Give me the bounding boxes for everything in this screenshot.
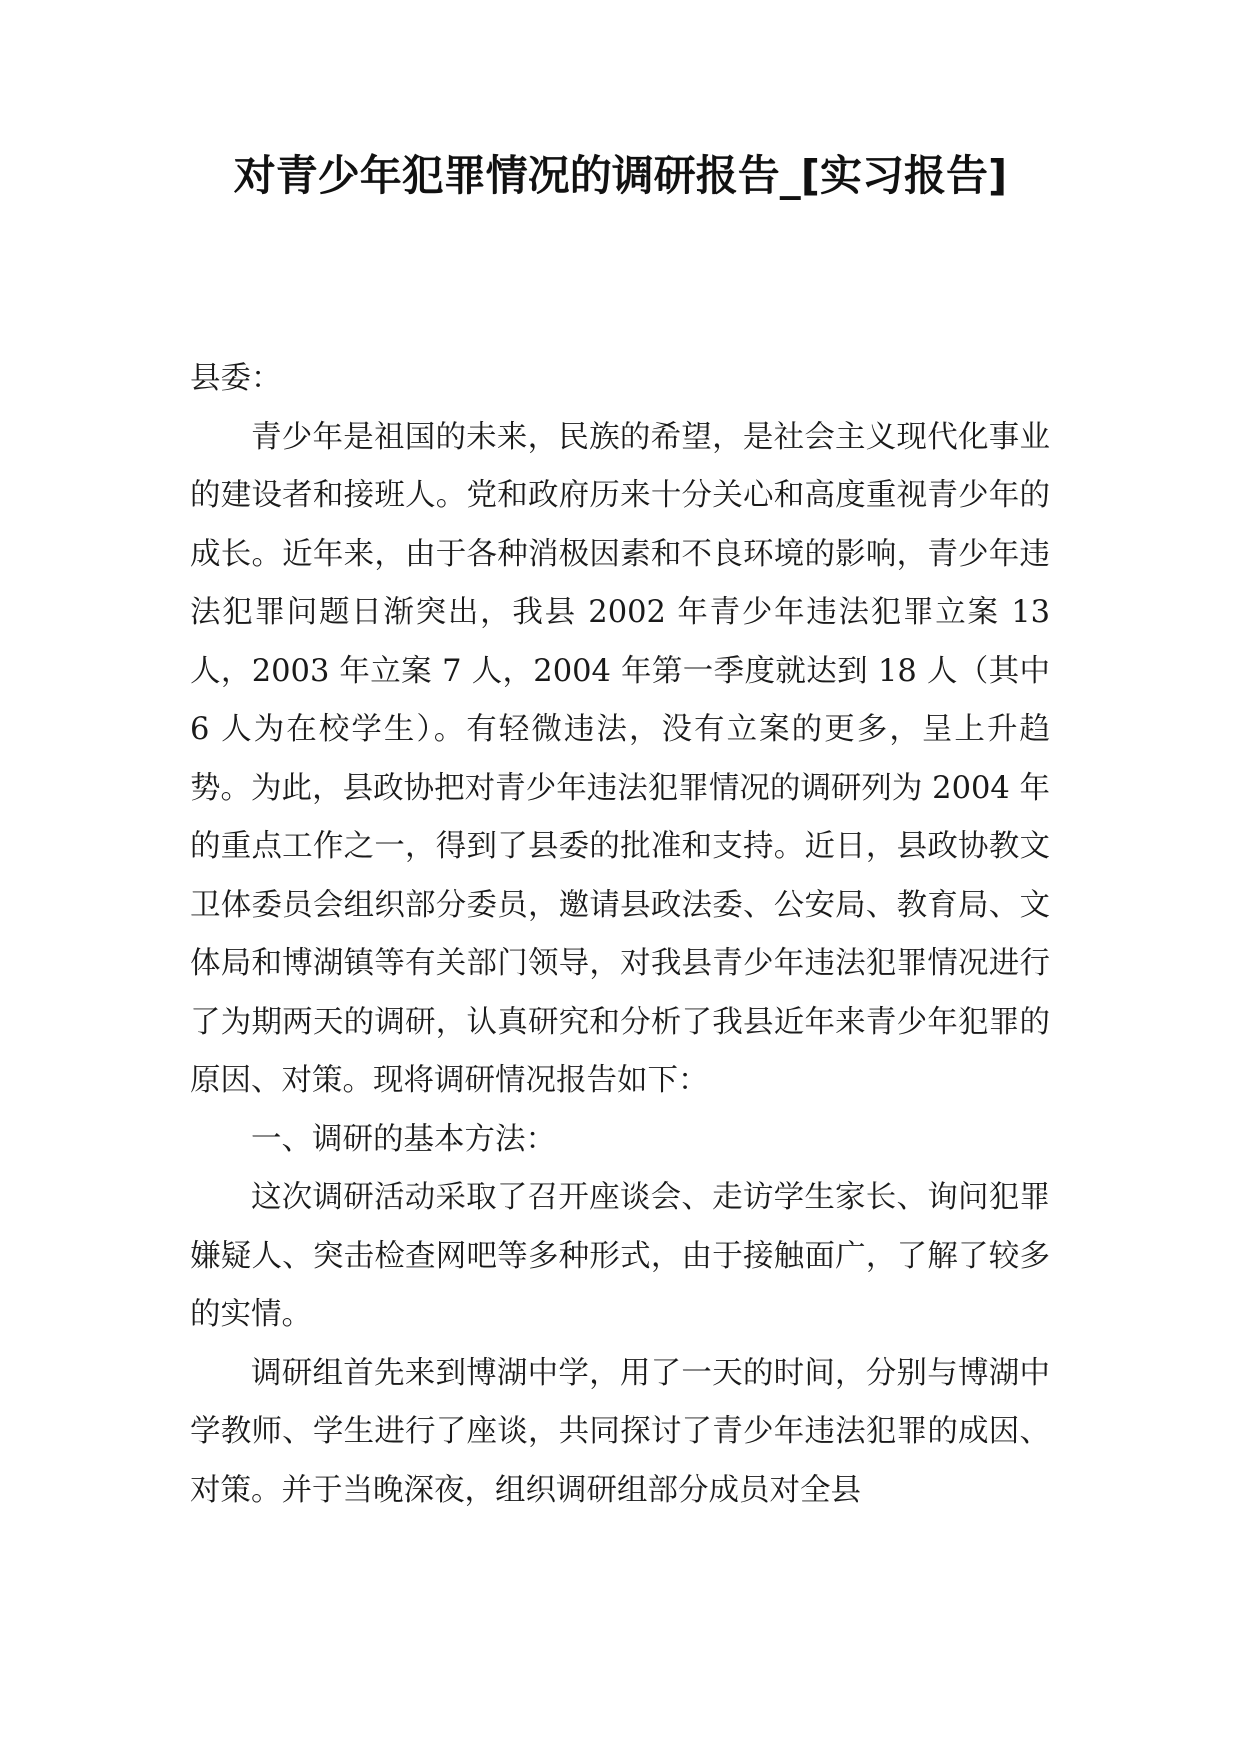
section-heading-methods: 一、调研的基本方法：: [251, 1121, 556, 1157]
paragraph-methods: 这次调研活动采取了召开座谈会、走访学生家长、询问犯罪嫌疑人、突击检查网吧等多种形式，由于接触面广，了解了较多的实情。: [190, 1180, 1050, 1332]
document-title: 对青少年犯罪情况的调研报告_[实习报告]: [233, 151, 1008, 200]
paragraph-survey: 调研组首先来到博湖中学，用了一天的时间，分别与博湖中学教师、学生进行了座谈，共同探讨了青少年违法犯罪的成因、对策。并于当晚深夜，组织调研组部分成员对全县: [190, 1355, 1050, 1508]
document-body: [190, 350, 1050, 1520]
salutation: 县委：: [190, 361, 282, 396]
paragraph-intro: 青少年是祖国的未来，民族的希望，是社会主义现代化事业的建设者和接班人。党和政府历来十分关心和高度重视青少年的成长。近年来，由于各种消极因素和不良环境的影响，青少年违法犯罪问题日渐突出，我县 2002 年青少年违法犯罪立案 13 人，2003 年立案 7 人，2004 年第一季度就达到 18 人（其中 6 人为在校学生）。有轻微违法，没有立案的更多，呈上升趋势。为此，县政协把对青少年违法犯罪情况的调研列为 2004 年的重点工作之一，得到了县委的批准和支持。近日，县政协教文卫体委员会组织部分委员，邀请县政法委、公安局、教育局、文体局和博湖镇等有关部门领导，对我县青少年违法犯罪情况进行了为期两天的调研，认真研究和分析了我县近年来青少年犯罪的原因、对策。现将调研情况报告如下：: [190, 419, 1050, 1098]
